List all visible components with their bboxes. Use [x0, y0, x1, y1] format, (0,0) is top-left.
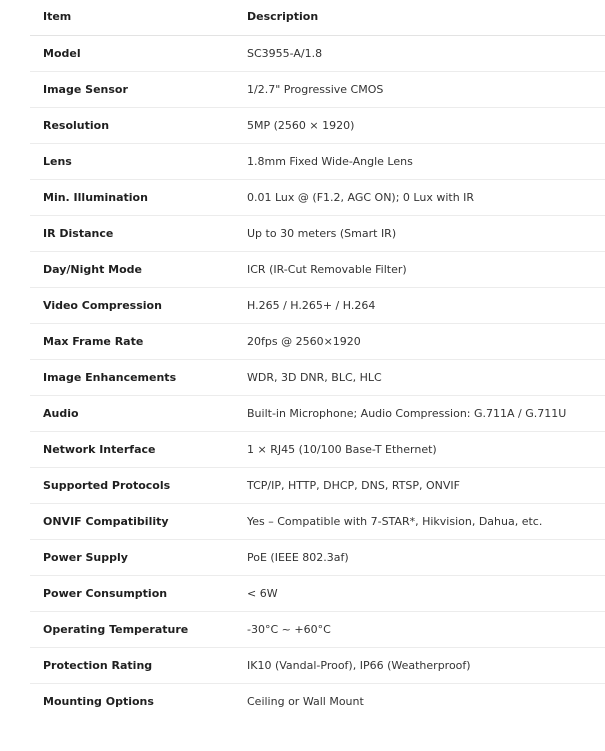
- row-item: Operating Temperature: [30, 612, 234, 648]
- table-row: [30, 36, 605, 72]
- row-description: H.265 / H.265+ / H.264: [234, 288, 605, 324]
- row-item: Resolution: [30, 108, 234, 144]
- row-description: IK10 (Vandal-Proof), IP66 (Weatherproof): [234, 648, 605, 684]
- row-item: Mounting Options: [43, 695, 154, 708]
- row-description: TCP/IP, HTTP, DHCP, DNS, RTSP, ONVIF: [234, 468, 605, 504]
- table-row: [30, 72, 605, 108]
- row-description: WDR, 3D DNR, BLC, HLC: [234, 360, 605, 396]
- row-description: Ceiling or Wall Mount: [247, 695, 364, 708]
- table-row: [30, 360, 605, 396]
- row-description: 1.8mm Fixed Wide-Angle Lens: [234, 144, 605, 180]
- row-description: 0.01 Lux @ (F1.2, AGC ON); 0 Lux with IR: [234, 180, 605, 216]
- row-description: < 6W: [234, 576, 605, 612]
- table-row: [30, 612, 605, 648]
- row-item: IR Distance: [30, 216, 234, 252]
- header-row: [30, 0, 605, 36]
- row-description: SC3955-A/1.8: [234, 36, 605, 72]
- row-item: Day/Night Mode: [30, 252, 234, 288]
- spec-table: [30, 0, 605, 719]
- row-description: Up to 30 meters (Smart IR): [234, 216, 605, 252]
- row-description: ICR (IR-Cut Removable Filter): [234, 252, 605, 288]
- table-row: [30, 648, 605, 684]
- table-row: [30, 252, 605, 288]
- row-item: Video Compression: [30, 288, 234, 324]
- table-row: [30, 468, 605, 504]
- table-row: [30, 108, 605, 144]
- row-item: Image Sensor: [30, 72, 234, 108]
- row-item: Power Supply: [30, 540, 234, 576]
- table-row: [30, 180, 605, 216]
- row-description: 1/2.7" Progressive CMOS: [234, 72, 605, 108]
- table-row: [30, 540, 605, 576]
- row-item: Power Consumption: [30, 576, 234, 612]
- spec-table-header: [30, 0, 605, 36]
- row-description: 20fps @ 2560×1920: [234, 324, 605, 360]
- row-item: Network Interface: [30, 432, 234, 468]
- row-description: Built-in Microphone; Audio Compression: G.711A / G.711U: [234, 396, 605, 432]
- table-row: [30, 288, 605, 324]
- row-item: Audio: [30, 396, 234, 432]
- table-row: [30, 396, 605, 432]
- row-description: 1 × RJ45 (10/100 Base-T Ethernet): [234, 432, 605, 468]
- header-description: Description: [234, 0, 605, 36]
- row-description: 5MP (2560 × 1920): [234, 108, 605, 144]
- row-description: PoE (IEEE 802.3af): [234, 540, 605, 576]
- header-item: Item: [30, 0, 234, 36]
- row-item: Protection Rating: [30, 648, 234, 684]
- table-row: [30, 684, 605, 720]
- table-row: [30, 324, 605, 360]
- row-item: Max Frame Rate: [30, 324, 234, 360]
- table-row: [30, 576, 605, 612]
- row-description: -30°C ~ +60°C: [234, 612, 605, 648]
- table-row: [30, 432, 605, 468]
- row-item: Min. Illumination: [30, 180, 234, 216]
- row-item: ONVIF Compatibility: [30, 504, 234, 540]
- table-row: [30, 144, 605, 180]
- row-item: Image Enhancements: [30, 360, 234, 396]
- table-row: [30, 504, 605, 540]
- spec-table-body: [30, 36, 605, 720]
- table-row: [30, 216, 605, 252]
- row-item: Supported Protocols: [30, 468, 234, 504]
- row-item: Lens: [30, 144, 234, 180]
- row-description: Yes – Compatible with 7-STAR*, Hikvision, Dahua, etc.: [234, 504, 605, 540]
- row-item: Model: [30, 36, 234, 72]
